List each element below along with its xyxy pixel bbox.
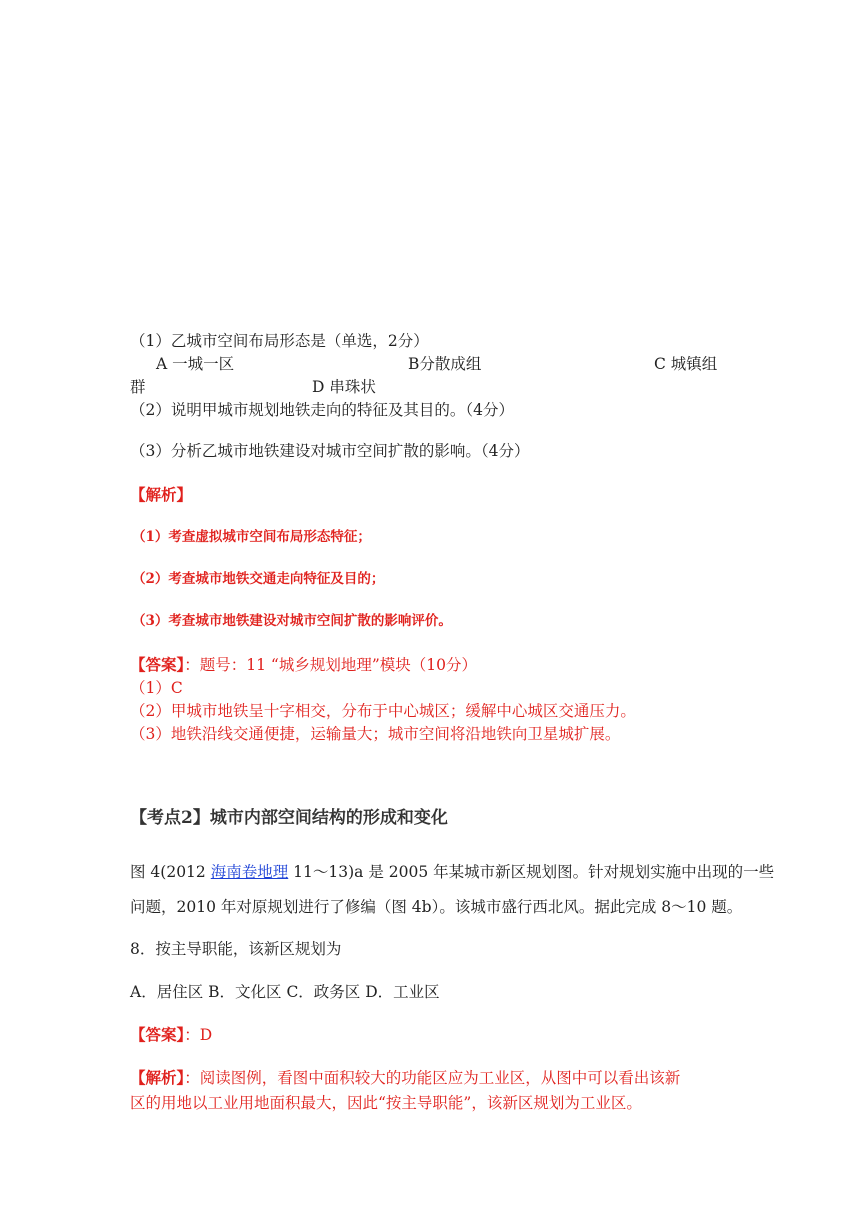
- analysis-2-line-1: [130, 1068, 680, 1088]
- analysis-item-1: （1）考查虚拟城市空间布局形态特征；: [132, 529, 371, 545]
- answer-2-label: 【答案】: [130, 1025, 185, 1044]
- answer-item-3: （3）地铁沿线交通便捷，运输量大；城市空间将沿地铁向卫星城扩展。: [130, 725, 621, 743]
- question-2: （2）说明甲城市规划地铁走向的特征及其目的。（4分）: [130, 401, 514, 419]
- answer-2: [130, 1025, 212, 1045]
- question-3: （3）分析乙城市地铁建设对城市空间扩散的影响。（4分）: [130, 442, 530, 460]
- answer-item-1: （1）C: [130, 679, 183, 697]
- option-d: D 串珠状: [312, 378, 376, 396]
- analysis-item-3: （3）考查城市地铁建设对城市空间扩散的影响评价。: [132, 613, 452, 629]
- option-b: B分散成组: [408, 355, 482, 373]
- source-link[interactable]: 海南卷地理: [210, 863, 289, 881]
- intro-suffix: 11～13)a 是 2005 年某城市新区规划图。针对规划实施中出现的一些: [288, 863, 775, 881]
- analysis-item-2: （2）考查城市地铁交通走向特征及目的；: [132, 571, 385, 587]
- answer-heading: [130, 655, 477, 675]
- intro-prefix: 图 4(2012: [130, 863, 211, 881]
- intro-line-2: 问题，2010 年对原规划进行了修编（图 4b）。该城市盛行西北风。据此完成 8～10 题。: [130, 898, 743, 916]
- intro-line-1: [130, 862, 774, 882]
- answer-title: ：题号：11 “城乡规划地理”模块（10分）: [184, 656, 477, 674]
- question-8-options: A．居住区 B．文化区 C．政务区 D．工业区: [130, 983, 440, 1001]
- section-heading: 【考点2】城市内部空间结构的形成和变化: [130, 808, 448, 828]
- answer-label: 【答案】: [130, 655, 185, 674]
- question-1-stem: （1）乙城市空间布局形态是（单选，2分）: [130, 332, 429, 350]
- analysis-2-line-2: 区的用地以工业用地面积最大，因此“按主导职能”，该新区规划为工业区。: [130, 1094, 642, 1112]
- analysis-2-label: 【解析】: [130, 1068, 185, 1087]
- analysis-label: 【解析】: [130, 485, 193, 504]
- option-c-continued: 群: [130, 378, 146, 396]
- answer-2-value: ：D: [184, 1026, 213, 1044]
- option-a: A 一城一区: [156, 355, 235, 373]
- question-8-stem: 8．按主导职能，该新区规划为: [130, 940, 342, 958]
- option-c: C 城镇组: [654, 355, 718, 373]
- analysis-2-text-1: ：阅读图例，看图中面积较大的功能区应为工业区，从图中可以看出该新: [184, 1069, 681, 1087]
- answer-item-2: （2）甲城市地铁呈十字相交，分布于中心城区；缓解中心城区交通压力。: [130, 702, 636, 720]
